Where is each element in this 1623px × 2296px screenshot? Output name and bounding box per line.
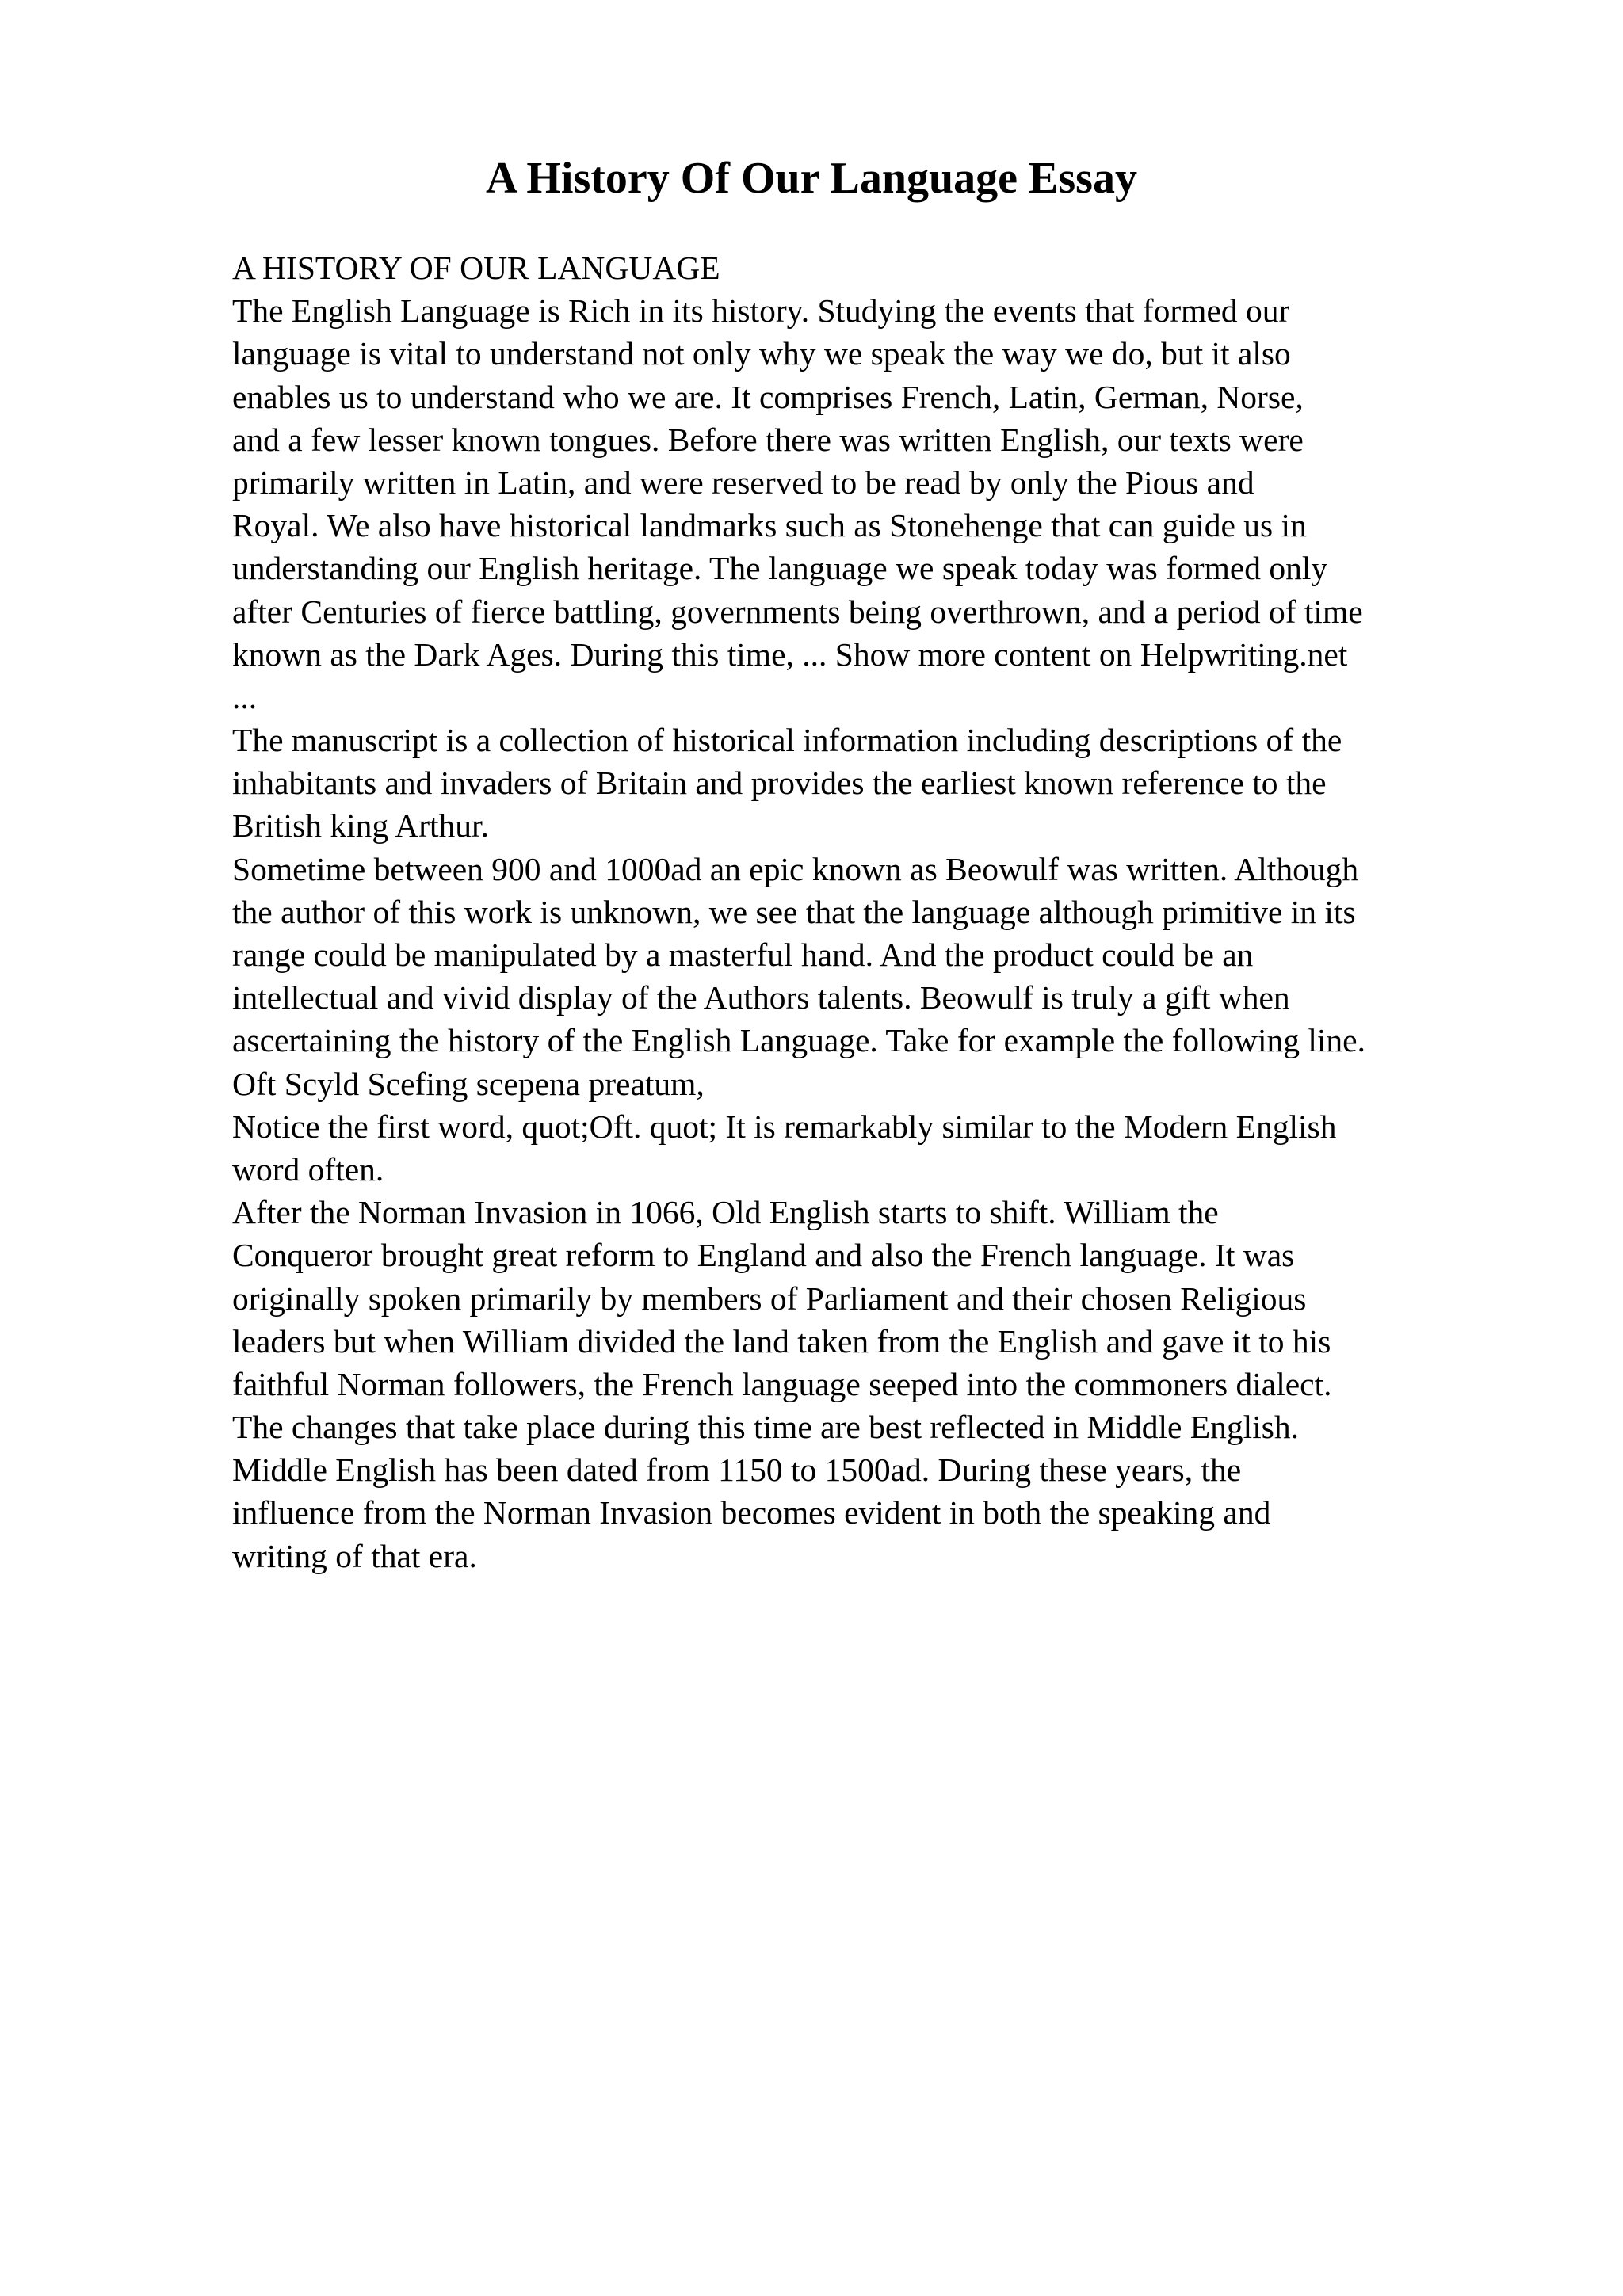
text-line: A HISTORY OF OUR LANGUAGE — [232, 250, 720, 286]
text-line: inhabitants and invaders of Britain and provides the earliest known reference to the — [232, 765, 1327, 802]
essay-body — [232, 246, 1532, 1577]
text-line: Middle English has been dated from 1150 to 1500ad. During these years, the — [232, 1451, 1242, 1489]
text-line: and a few lesser known tongues. Before there was written English, our texts were — [232, 421, 1304, 458]
text-line: ascertaining the history of the English Language. Take for example the following line. — [232, 1022, 1365, 1059]
text-line: word often. — [232, 1150, 384, 1188]
text-line: language is vital to understand not only why we speak the way we do, but it also — [232, 335, 1291, 372]
text-line: Royal. We also have historical landmarks such as Stonehenge that can guide us in — [232, 507, 1307, 544]
text-line: The manuscript is a collection of historical information including descriptions of the — [232, 722, 1342, 759]
text-line: intellectual and vivid display of the Authors talents. Beowulf is truly a gift when — [232, 979, 1290, 1016]
text-line: originally spoken primarily by members of Parliament and their chosen Religious — [232, 1280, 1307, 1317]
text-line: Sometime between 900 and 1000ad an epic known as Beowulf was written. Although — [232, 850, 1359, 887]
text-line: British king Arthur. — [232, 807, 489, 845]
text-line: Oft Scyld Scefing scepena preatum, — [232, 1065, 705, 1102]
text-line: primarily written in Latin, and were reserved to be read by only the Pious and — [232, 463, 1254, 501]
page-title: A History Of Our Language Essay — [486, 154, 1137, 203]
text-line: leaders but when William divided the land taken from the English and gave it to his — [232, 1322, 1331, 1360]
text-line: Conqueror brought great reform to England and also the French language. It was — [232, 1237, 1295, 1274]
text-line: faithful Norman followers, the French language seeped into the commoners dialect. — [232, 1365, 1332, 1402]
text-line: The English Language is Rich in its history. Studying the events that formed our — [232, 292, 1290, 330]
text-line: After the Norman Invasion in 1066, Old English starts to shift. William the — [232, 1194, 1219, 1231]
text-line: range could be manipulated by a masterful hand. And the product could be an — [232, 936, 1254, 973]
text-line: enables us to understand who we are. It comprises French, Latin, German, Norse, — [232, 378, 1304, 415]
text-line: the author of this work is unknown, we see that the language although primitive in its — [232, 893, 1356, 930]
text-line: after Centuries of fierce battling, governments being overthrown, and a period of time — [232, 593, 1363, 630]
text-line: The changes that take place during this time are best reflected in Middle English. — [232, 1409, 1299, 1446]
text-line: understanding our English heritage. The language we speak today was formed only — [232, 550, 1328, 587]
text-line: Notice the first word, quot;Oft. quot; It is remarkably similar to the Modern English — [232, 1108, 1337, 1145]
text-line: influence from the Norman Invasion becomes evident in both the speaking and — [232, 1494, 1271, 1531]
text-line: writing of that era. — [232, 1537, 477, 1574]
text-line: ... — [232, 678, 258, 715]
text-line: known as the Dark Ages. During this time, ... Show more content on Helpwriting.net — [232, 635, 1348, 673]
